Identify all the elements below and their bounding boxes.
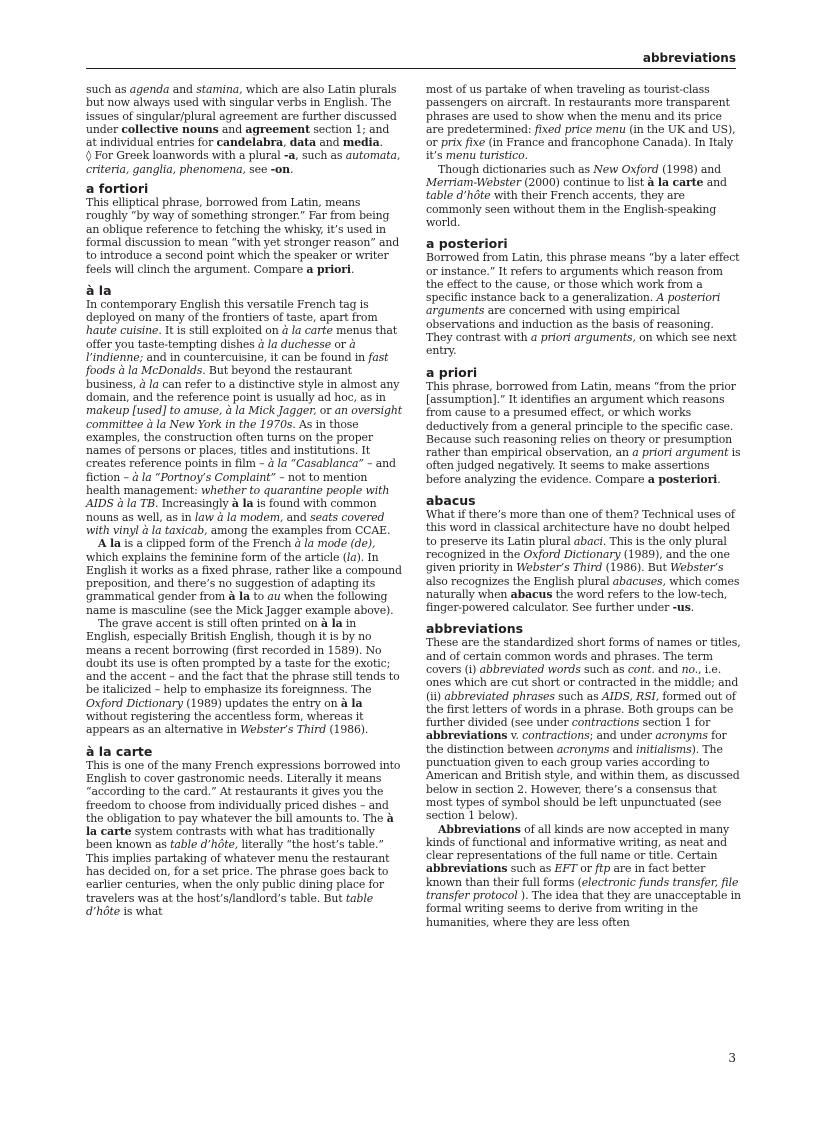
italic-text: acronyms — [655, 729, 708, 743]
italic-text: AIDS, RSI, — [601, 689, 660, 703]
italic-text: cont. — [627, 662, 655, 676]
italic-text: la — [346, 550, 357, 564]
italic-text: à la “Portnoy’s Complaint” — [132, 470, 276, 484]
bold-term: à la — [340, 696, 363, 710]
italic-text: haute cuisine — [86, 324, 159, 338]
entry-body-abbreviations-p1: These are the standardized short forms of names or titles, and of certain common words and phrases. The term covers (i) abbreviated words such as cont. and no., i.e. ones which are cut short or contracted in the middle; and (ii) abbreviated phrases such as AIDS, RSI, formed out of the first letters of words in a phrase. Both groups can be further divided (see under contractions section 1 for abbreviations v. contractions; and under acronyms for the distinction between acronyms and initialisms). The punctuation given to each group varies according to American and British style, and within them, as discussed below in section 2. However, there’s a consensus that most types of symbol should be left unpunctuated (see section 1 below). — [426, 636, 741, 823]
italic-text: whether to quarantine people with AIDS à la TB — [86, 484, 390, 511]
italic-text: abaci — [573, 534, 603, 548]
intro-paragraph: such as agenda and stamina, which are also Latin plurals but now always used with singular verbs in English. The issues of singular/plural agreement are further discussed under collective nouns and agreement section 1; and at individual entries for candelabra, data and media. — [86, 83, 397, 150]
italic-text: seats covered with vinyl à la taxicab, — [86, 510, 385, 537]
entry-body-a-posteriori: Borrowed from Latin, this phrase means “by a later effect or instance.” It refers to arguments which reason from the effect to the cause, or those which work from a specific instance back to a generalization. A posteriori arguments are concerned with using empirical observations and induction as the basis of reasoning. They contrast with a priori arguments, on which see next entry. — [426, 251, 740, 358]
bold-term: a posteriori — [647, 472, 718, 486]
entry-body-a-priori: This phrase, borrowed from Latin, means “from the prior [assumption].” It identifies an argument which reasons from cause to a presumed effect, or which works deductively from a general principle to the specific case. Because such reasoning relies on theory or presumption rather than empirical observation, an a priori argument is often judged negatively. It seems to make assertions before analyzing the evidence. Compare a posteriori. — [426, 379, 741, 486]
italic-text: electronic funds transfer, file transfer protocol — [426, 875, 739, 903]
bold-term: Abbreviations — [438, 822, 521, 836]
entry-body-a-la-p3: The grave accent is still often printed on à la in English, especially British English, though it is by no means a recent borrowing (first recorded in 1589). No doubt its use is often prompted by a taste for the exotic; and the accent – and the fact that the phrase still tends to be italicized – help to emphasize its foreignness. The Oxford Dictionary (1989) updates the entry on à la without registering the accentless form, whereas it appears as an alternative in Webster’s Third (1986). — [86, 616, 400, 737]
italic-text: au — [267, 590, 281, 604]
italic-text: A posteriori arguments — [426, 291, 721, 318]
italic-text: makeup [used] to amuse, à la Mick Jagger, — [86, 404, 317, 418]
italic-text: table d’hôte, — [170, 838, 239, 852]
italic-text: abbreviated phrases — [444, 689, 555, 703]
bold-term: à la — [231, 497, 254, 511]
italic-text: abacuses, — [612, 574, 666, 588]
bold-term: abbreviations — [426, 862, 508, 876]
entry-body-abbreviations-p2: Abbreviations of all kinds are now accepted in many kinds of functional and informative writing, as neat and clear representations of the full name or title. Certain abbreviations such as EFT or ftp are in fact better known than their full forms (electronic funds transfer, file transfer protocol ). The idea that they are unacceptable in formal writing seems to derive from writing in the humanities, where they are less often — [426, 822, 741, 929]
bold-term: abacus — [510, 587, 553, 601]
italic-text: contractions — [522, 729, 590, 743]
entry-body-abacus: What if there’s more than one of them? Technical uses of this word in classical architecture have no doubt helped to preserve its Latin plural abaci. This is the only plural recognized in the Oxford Dictionary (1989), and the one given priority in Webster’s Third (1986). But Webster’s also recognizes the English plural abacuses, which comes naturally when abacus the word refers to the low-tech, finger-powered calculator. See further under -us. — [426, 508, 740, 615]
italic-text: à l’indienne; — [86, 337, 356, 365]
italic-text: à la duchesse — [258, 337, 332, 351]
bold-term: à la carte — [647, 176, 704, 190]
bold-term: media — [342, 136, 380, 150]
italic-text: a priori argument — [632, 446, 729, 460]
italic-text: an oversight committee à la New York in the 1970s — [86, 404, 403, 431]
italic-text: fast foods à la McDonalds — [86, 351, 389, 378]
italic-text: no. — [681, 662, 699, 676]
entry-body-a-la-carte-cont2: Though dictionaries such as New Oxford (1998) and Merriam-Webster (2000) continue to list à la carte and table d’hôte with their French accents, they are commonly seen without them in the English-speaking world. — [426, 162, 727, 229]
italic-text: à la mode (de), — [294, 537, 376, 551]
italic-text: table d’hôte — [86, 891, 374, 918]
bold-term: à la — [321, 616, 343, 630]
italic-text: ftp — [595, 862, 611, 876]
italic-text: à la “Casablanca” — [267, 457, 364, 471]
italic-text: prix fixe — [440, 136, 486, 150]
bold-term: data — [289, 136, 317, 150]
entry-body-a-la-p2: A la is a clipped form of the French à la mode (de), which explains the feminine form of the article (la). In English it works as a fixed phrase, rather like a compound preposition, and there’s no suggestion of adapting its grammatical gender from à la to au when the following name is masculine (see the Mick Jagger example above). — [86, 537, 402, 617]
italic-text: EFT — [554, 862, 577, 876]
italic-text: Oxford Dictionary — [86, 696, 183, 710]
italic-text: Webster’s — [670, 561, 724, 575]
entry-heading-a-posteriori: a posteriori — [426, 236, 508, 252]
italic-text: acronyms — [556, 742, 610, 756]
entry-heading-a-priori: a priori — [426, 364, 478, 380]
italic-text: a priori arguments, — [530, 331, 636, 345]
bold-term: -on — [270, 162, 290, 176]
italic-text: Webster’s Third — [516, 561, 603, 575]
italic-text: contractions — [571, 716, 640, 730]
bold-term: candelabra — [216, 136, 284, 150]
right-column — [426, 83, 742, 929]
italic-text: Merriam-Webster — [426, 176, 521, 190]
italic-text: Oxford Dictionary — [523, 547, 621, 561]
entry-body-a-la-carte-cont: most of us partake of when traveling as tourist-class passengers on aircraft. In restaurants more transparent phrases are used to show when the menu and its price are predetermined: fixed price menu (in the UK and US), or prix fixe (in France and francophone Canada). In Italy it’s menu turistico. — [426, 83, 736, 163]
italic-text: law à la modem, — [194, 510, 284, 524]
bold-term: abbreviations — [426, 729, 508, 743]
bold-term: à la — [228, 590, 250, 604]
entry-heading-abacus: abacus — [426, 493, 476, 509]
running-head: abbreviations — [86, 50, 736, 69]
italic-text: Webster’s Third — [240, 723, 327, 737]
entry-body-a-fortiori: This elliptical phrase, borrowed from Latin, means roughly “by way of something stronger.” Far from being an oblique reference to fetching the whisky, it’s used in formal discussion to mean “with yet stronger reason” and to introduce a second point which the speaker or writer feels will clinch the argument. Compare a priori. — [86, 196, 400, 276]
italic-text: à la carte — [281, 324, 333, 338]
italic-text: agenda — [129, 83, 170, 96]
bold-term: collective nouns — [121, 122, 219, 136]
bold-term: -us — [672, 601, 691, 615]
italic-text: à la — [139, 377, 159, 391]
entry-heading-abbreviations: abbreviations — [426, 621, 524, 637]
entry-heading-a-fortiori: a fortiori — [86, 181, 149, 197]
bold-term: agreement — [245, 122, 310, 136]
italic-text: table d’hôte — [426, 189, 491, 203]
entry-body-a-la-p1: In contemporary English this versatile French tag is deployed on many of the frontiers of taste, apart from haute cuisine. It is still exploited on à la carte menus that offer you taste-tempting dishes à la duchesse or à l’indienne; and in countercuisine, it can be found in fast foods à la McDonalds. But beyond the restaurant business, à la can refer to a distinctive style in almost any domain, and the reference point is usually ad hoc, as in makeup [used] to amuse, à la Mick Jagger, or an oversight committee à la New York in the 1970s. As in those examples, the construction often turns on the proper names of persons or places, titles and institutions. It creates reference points in film – à la “Casablanca” – and fiction – à la “Portnoy’s Complaint” – not to mention health management: whether to quarantine people with AIDS à la TB. Increasingly à la is found with common nouns as well, as in law à la modem, and seats covered with vinyl à la taxicab, among the examples from CCAE. — [86, 297, 403, 537]
italic-text: fixed price menu — [534, 122, 626, 136]
bold-term: A la — [98, 537, 121, 551]
italic-text: automata, criteria, ganglia, phenomena, — [86, 149, 401, 176]
bold-term: a priori — [306, 262, 351, 276]
italic-text: initialisms — [636, 742, 692, 756]
intro-note: ◊ For Greek loanwords with a plural -a, such as automata, criteria, ganglia, phenomena, see -on. — [86, 149, 401, 176]
page-number: 3 — [728, 1051, 736, 1065]
italic-text: menu turistico — [445, 149, 525, 163]
bold-term: -a — [283, 149, 296, 163]
entry-body-a-la-carte: This is one of the many French expressions borrowed into English to cover gastronomic needs. Literally it means “according to the card.” At restaurants it gives you the freedom to choose from individually priced dishes – and the obligation to pay whatever the bill amounts to. The à la carte system contrasts with what has traditionally been known as table d’hôte, literally “the host’s table.” This implies partaking of whatever menu the restaurant has decided on, for a set price. The phrase goes back to earlier centuries, when the only public dining place for travelers was at the host’s/landlord’s table. But table d’hôte is what — [86, 758, 401, 918]
entry-heading-a-la-carte: à la carte — [86, 743, 153, 759]
italic-text: stamina, — [196, 83, 243, 96]
italic-text: New Oxford — [593, 162, 659, 176]
bold-term: à la carte — [86, 811, 394, 839]
italic-text: abbreviated words — [479, 662, 581, 676]
entry-heading-a-la: à la — [86, 282, 112, 298]
left-column — [86, 83, 402, 918]
